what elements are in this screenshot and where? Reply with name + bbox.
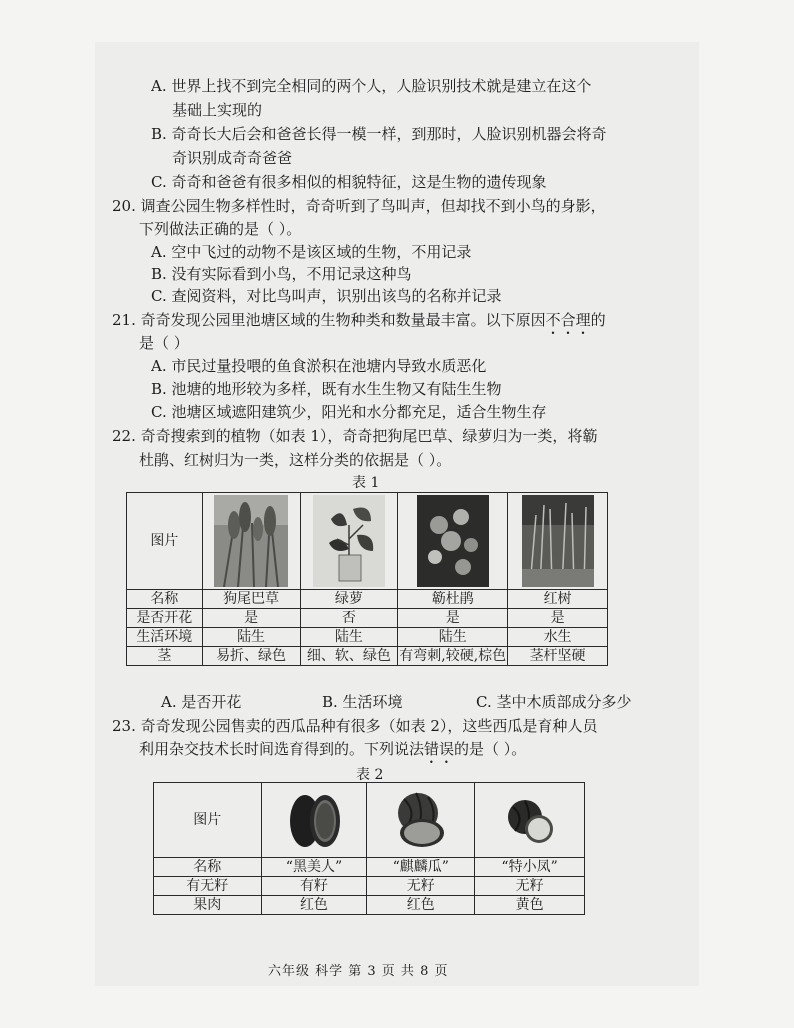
table1-cell: 陆生 bbox=[202, 628, 300, 647]
table2-cell: “特小凤” bbox=[475, 858, 585, 877]
table1-cell: 细、软、绿色 bbox=[300, 647, 398, 666]
table2-cell: 黄色 bbox=[475, 896, 585, 915]
table2-row bbox=[154, 858, 585, 877]
q23-stem-text: 利用杂交技术长时间选育得到的。下列说法 bbox=[139, 740, 425, 758]
q21-option-a: A. 市民过量投喂的鱼食淤积在池塘内导致水质恶化 bbox=[151, 357, 487, 375]
q20-stem-line1: 20. 调查公园生物多样性时，奇奇听到了鸟叫声，但却找不到小鸟的身影， bbox=[112, 197, 606, 215]
table1-row-label: 茎 bbox=[127, 647, 203, 666]
q23-stem-suffix: 的是（ ）。 bbox=[454, 740, 527, 758]
q21-option-b: B. 池塘的地形较为多样，既有水生生物又有陆生生物 bbox=[151, 380, 502, 398]
q19-option-b-line1: B. 奇奇长大后会和爸爸长得一模一样，到那时，人脸识别机器会将奇 bbox=[151, 125, 607, 143]
q19-option-a-line1: A. 世界上找不到完全相同的两个人，人脸识别技术就是建立在这个 bbox=[151, 77, 592, 95]
q23-emphasis-word: 错误 bbox=[424, 740, 455, 758]
q22-option-b: B. 生活环境 bbox=[322, 693, 403, 711]
table2-cell: 无籽 bbox=[475, 877, 585, 896]
q21-stem-line2: 是（ ） bbox=[139, 334, 189, 352]
table2-cell: 无籽 bbox=[367, 877, 475, 896]
q22-stem-line2: 杜鹃、红树归为一类，这样分类的依据是（ ）。 bbox=[139, 451, 452, 469]
table1-title: 表 1 bbox=[352, 475, 380, 491]
plant-table bbox=[126, 492, 608, 666]
table1-cell: 簕杜鹃 bbox=[398, 590, 508, 609]
page-footer: 六年级 科学 第 3 页 共 8 页 bbox=[268, 964, 449, 979]
q20-option-a: A. 空中飞过的动物不是该区域的生物，不用记录 bbox=[151, 243, 472, 261]
heimeiren-watermelon-photo bbox=[279, 787, 349, 853]
table1-row-label: 是否开花 bbox=[127, 609, 203, 628]
q22-option-a: A. 是否开花 bbox=[161, 693, 242, 711]
table2-cell: “麒麟瓜” bbox=[367, 858, 475, 877]
foxtail-grass-photo bbox=[214, 495, 288, 587]
table1-cell: 陆生 bbox=[398, 628, 508, 647]
table1-cell: 易折、绿色 bbox=[202, 647, 300, 666]
texiaofeng-watermelon-photo bbox=[495, 787, 565, 853]
table1-cell: 绿萝 bbox=[300, 590, 398, 609]
table2-row bbox=[154, 896, 585, 915]
q19-option-a-line2: 基础上实现的 bbox=[172, 101, 263, 119]
q19-option-c: C. 奇奇和爸爸有很多相似的相貌特征，这是生物的遗传现象 bbox=[151, 173, 547, 191]
q20-option-c: C. 查阅资料，对比鸟叫声，识别出该鸟的名称并记录 bbox=[151, 287, 502, 305]
table2-cell: “黑美人” bbox=[261, 858, 367, 877]
table1-header-pic: 图片 bbox=[127, 493, 203, 590]
table2-cell: 有籽 bbox=[261, 877, 367, 896]
table2-row-label: 果肉 bbox=[154, 896, 262, 915]
q20-stem-line2: 下列做法正确的是（ ）。 bbox=[139, 220, 302, 238]
table1-row bbox=[127, 590, 608, 609]
q21-option-c: C. 池塘区域遮阳建筑少，阳光和水分都充足，适合生物生存 bbox=[151, 403, 547, 421]
table1-cell: 是 bbox=[398, 609, 508, 628]
table1-row bbox=[127, 609, 608, 628]
table1-cell: 否 bbox=[300, 609, 398, 628]
q21-emphasis-word: 不合理 bbox=[545, 311, 591, 329]
q23-stem-line2 bbox=[139, 739, 526, 767]
table2-row bbox=[154, 877, 585, 896]
table2-cell: 红色 bbox=[367, 896, 475, 915]
table1-row bbox=[127, 628, 608, 647]
pothos-photo bbox=[313, 495, 385, 587]
table1-cell: 茎杆坚硬 bbox=[508, 647, 608, 666]
q21-stem-suffix: 的 bbox=[590, 311, 606, 329]
table2-row-label: 名称 bbox=[154, 858, 262, 877]
bougainvillea-photo bbox=[417, 495, 489, 587]
q20-option-b: B. 没有实际看到小鸟，不用记录这种鸟 bbox=[151, 265, 412, 283]
q23-stem-line1: 23. 奇奇发现公园售卖的西瓜品种有很多（如表 2），这些西瓜是育种人员 bbox=[112, 717, 598, 735]
table2-header-pic: 图片 bbox=[154, 783, 262, 858]
table2-cell: 红色 bbox=[261, 896, 367, 915]
table1-cell: 陆生 bbox=[300, 628, 398, 647]
table2-title: 表 2 bbox=[356, 767, 384, 783]
table1-cell: 有弯刺,较硬,棕色 bbox=[399, 648, 507, 664]
table1-cell: 狗尾巴草 bbox=[202, 590, 300, 609]
table2-row-label: 有无籽 bbox=[154, 877, 262, 896]
table1-cell: 是 bbox=[508, 609, 608, 628]
q22-stem-line1: 22. 奇奇搜索到的植物（如表 1），奇奇把狗尾巴草、绿萝归为一类，将簕 bbox=[112, 427, 598, 445]
table1-cell: 水生 bbox=[508, 628, 608, 647]
table1-row-label: 名称 bbox=[127, 590, 203, 609]
mangrove-photo bbox=[522, 495, 594, 587]
qilin-watermelon-photo bbox=[386, 787, 456, 853]
q19-option-b-line2: 奇识别成奇奇爸爸 bbox=[172, 149, 293, 167]
table1-row-label: 生活环境 bbox=[127, 628, 203, 647]
table1-cell: 红树 bbox=[508, 590, 608, 609]
table1-row bbox=[127, 647, 608, 666]
watermelon-table bbox=[153, 782, 585, 915]
table1-cell: 是 bbox=[202, 609, 300, 628]
q22-option-c: C. 茎中木质部成分多少 bbox=[476, 693, 632, 711]
q21-stem-text: 21. 奇奇发现公园里池塘区域的生物种类和数量最丰富。以下原因 bbox=[112, 311, 546, 329]
